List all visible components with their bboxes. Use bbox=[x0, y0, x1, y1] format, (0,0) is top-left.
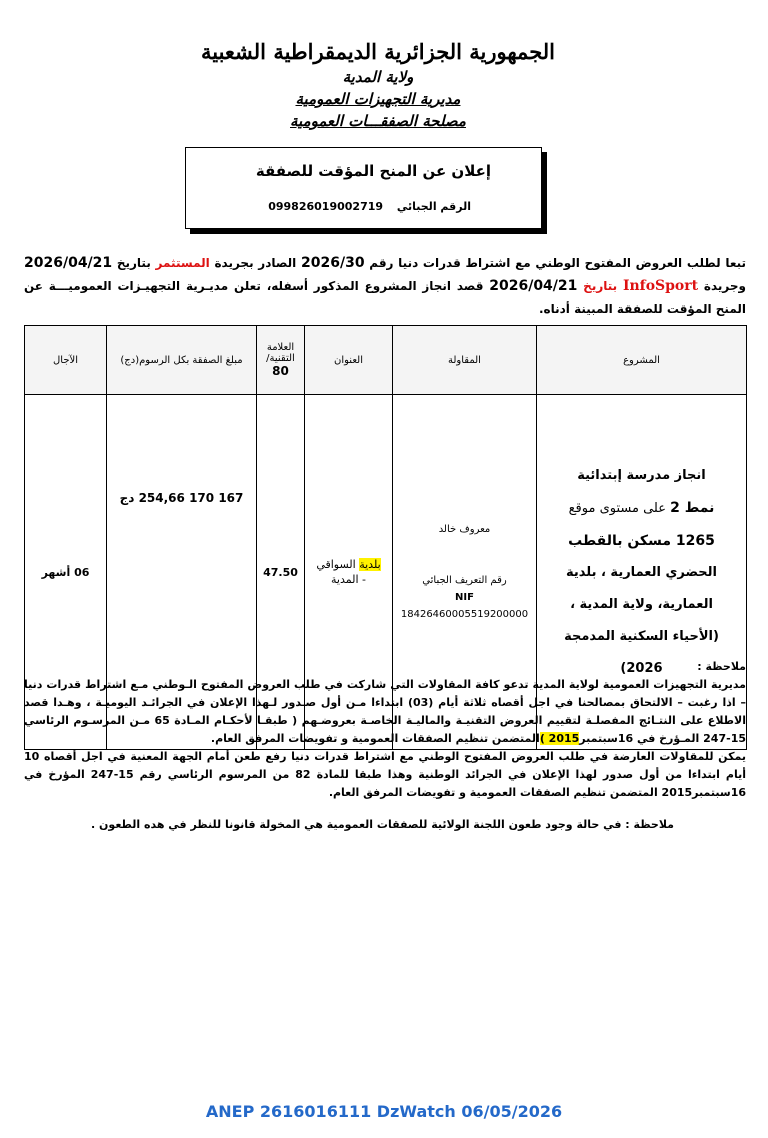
contractor-nif-label: NIF bbox=[455, 592, 474, 603]
cell-amount: 167 170 254,66 دج bbox=[107, 395, 257, 750]
note-paragraph-2: يمكن للمقاولات العارضة في طلب العروض المفتوح الوطني مع اشتراط قدرات دنيا رفع طعن أمام الجهة المعنية في اجل أقصاه 10 أيام ابتداءا من أول صدور لهذا الإعلان في الجرائد الوطنية وهذا طبقا للمادة 82 من المرسوم الرئاسي رقم 15-247 المؤرخ في 16سبتمبر2015 المتضمن تنظيم الصفقات العمومية و تفويضات المرفق العام. bbox=[24, 750, 746, 799]
header-amount: مبلغ الصفقة بكل الرسوم(دج) bbox=[107, 326, 257, 395]
project-site-label: على مستوى موقع bbox=[568, 500, 671, 516]
contractor-name: معروف خالد bbox=[438, 524, 491, 535]
project-line: 1265 مسكن بالقطب bbox=[568, 532, 715, 549]
cell-delay: 06 أشهر bbox=[25, 395, 107, 750]
project-line: 2026) bbox=[620, 660, 663, 676]
document-header bbox=[178, 38, 578, 132]
header-technical-mark bbox=[257, 326, 305, 395]
tax-number: 099826019002719 bbox=[268, 200, 384, 213]
project-line: انجاز مدرسة إبتدائية bbox=[577, 467, 706, 483]
note-1-text-end: المتضمن تنظيم الصفقات العمومية و تفويضات المرفق العام. bbox=[210, 732, 540, 745]
project-line: العمارية، ولاية المدية ، bbox=[570, 596, 713, 612]
newspaper-2: InfoSport bbox=[622, 278, 699, 294]
tax-number-line bbox=[268, 200, 471, 213]
intro-text-4: وجريدة bbox=[698, 279, 746, 293]
project-line: (الأحياء السكنية المدمجة bbox=[564, 628, 719, 644]
header-mark-label: العلامة التقنية/ bbox=[266, 342, 295, 364]
project-line: الحضري العمارية ، بلدية bbox=[565, 564, 718, 580]
header-project: المشروع bbox=[537, 326, 747, 395]
project-type: نمط 2 bbox=[670, 499, 715, 516]
contractor-id: 18426460005519200000 bbox=[400, 609, 529, 620]
cell-technical-mark: 47.50 bbox=[257, 395, 305, 750]
publication-date-1: 2026/04/21 bbox=[24, 255, 113, 271]
intro-paragraph bbox=[24, 252, 746, 321]
intro-text-5: بتاريخ bbox=[577, 279, 623, 293]
header-mark-max: 80 bbox=[272, 364, 289, 378]
header-address: العنوان bbox=[305, 326, 393, 395]
address-town: السواقي bbox=[316, 558, 360, 571]
tender-number: 2026/30 bbox=[301, 255, 365, 271]
address-municipality: بلدية bbox=[359, 558, 381, 571]
notice-title-box bbox=[185, 147, 542, 229]
note-1-text: مديرية التجهيزات العمومية لولاية المدية تدعو كافة المقاولات التي شاركت في طلب العروض المفتوح الـوطني مـع اشتراط قدرات دنيا – اذا رغبت – الالتحاق بمصالحنا في اجل أقصاه ثلاثة أيام (03) ابتداءا مـن أول صـدور لـهذا الإعلان في الجرائـد اليوميـة ، وهـدا قصد الاطلاع على النتـائج المفصلـة لتقييم العروض التقنيـة والماليـة الخاصـة بعروضـهم ( طبقـا لأحكـام المـادة 65 مـن المرسـوم الرئاسي 15-247 المـؤرخ في 16سبتمبر bbox=[24, 678, 746, 745]
project-line bbox=[537, 492, 746, 525]
header-delay: الآجال bbox=[25, 326, 107, 395]
note-1-highlight: 2015 ) bbox=[539, 732, 580, 745]
publication-date-2: 2026/04/21 bbox=[489, 278, 578, 294]
note-paragraph-1 bbox=[24, 676, 746, 748]
notes-section bbox=[24, 658, 746, 834]
table-header-row bbox=[25, 326, 747, 395]
newspaper-1: المستثمر bbox=[155, 256, 210, 270]
address-wilaya: - المدية bbox=[331, 573, 366, 586]
contractor-id-label: رقم التعريف الجبائي bbox=[422, 575, 507, 586]
intro-text-2: الصادر بجريدة bbox=[209, 256, 302, 270]
intro-text-1: تبعا لطلب العروض المفتوح الوطني مع اشتراط قدرات دنيا رقم bbox=[364, 256, 747, 270]
footer-reference: ANEP 2616016111 DzWatch 06/05/2026 bbox=[205, 1102, 563, 1121]
wilaya-name: ولاية المدية bbox=[342, 68, 414, 86]
notes-heading: ملاحظة : bbox=[697, 660, 746, 673]
notice-title: إعلان عن المنح المؤقت للصفقة bbox=[255, 162, 491, 180]
service-name: مصلحة الصفقـــات العمومية bbox=[290, 112, 466, 130]
intro-text-3: بتاريخ bbox=[112, 256, 156, 270]
note-paragraph-3: ملاحظة : في حالة وجود طعون اللجنة الولائية للصفقات العمومية هي المخولة قانونا للنظر في هده الطعون . bbox=[91, 818, 674, 831]
header-contractor: المقاولة bbox=[393, 326, 537, 395]
tax-number-label: الرقم الجبائي bbox=[396, 200, 471, 213]
intro-text-6: قصد انجاز المشروع المذكور أسفله، تعلن مديـرية التجهيـزات العموميـــة عن المنح المؤقت للصفقة المبينة أدناه. bbox=[24, 279, 746, 316]
directorate-name: مديرية التجهيزات العمومية bbox=[295, 90, 461, 108]
republic-title: الجمهورية الجزائرية الديمقراطية الشعبية bbox=[200, 39, 555, 64]
